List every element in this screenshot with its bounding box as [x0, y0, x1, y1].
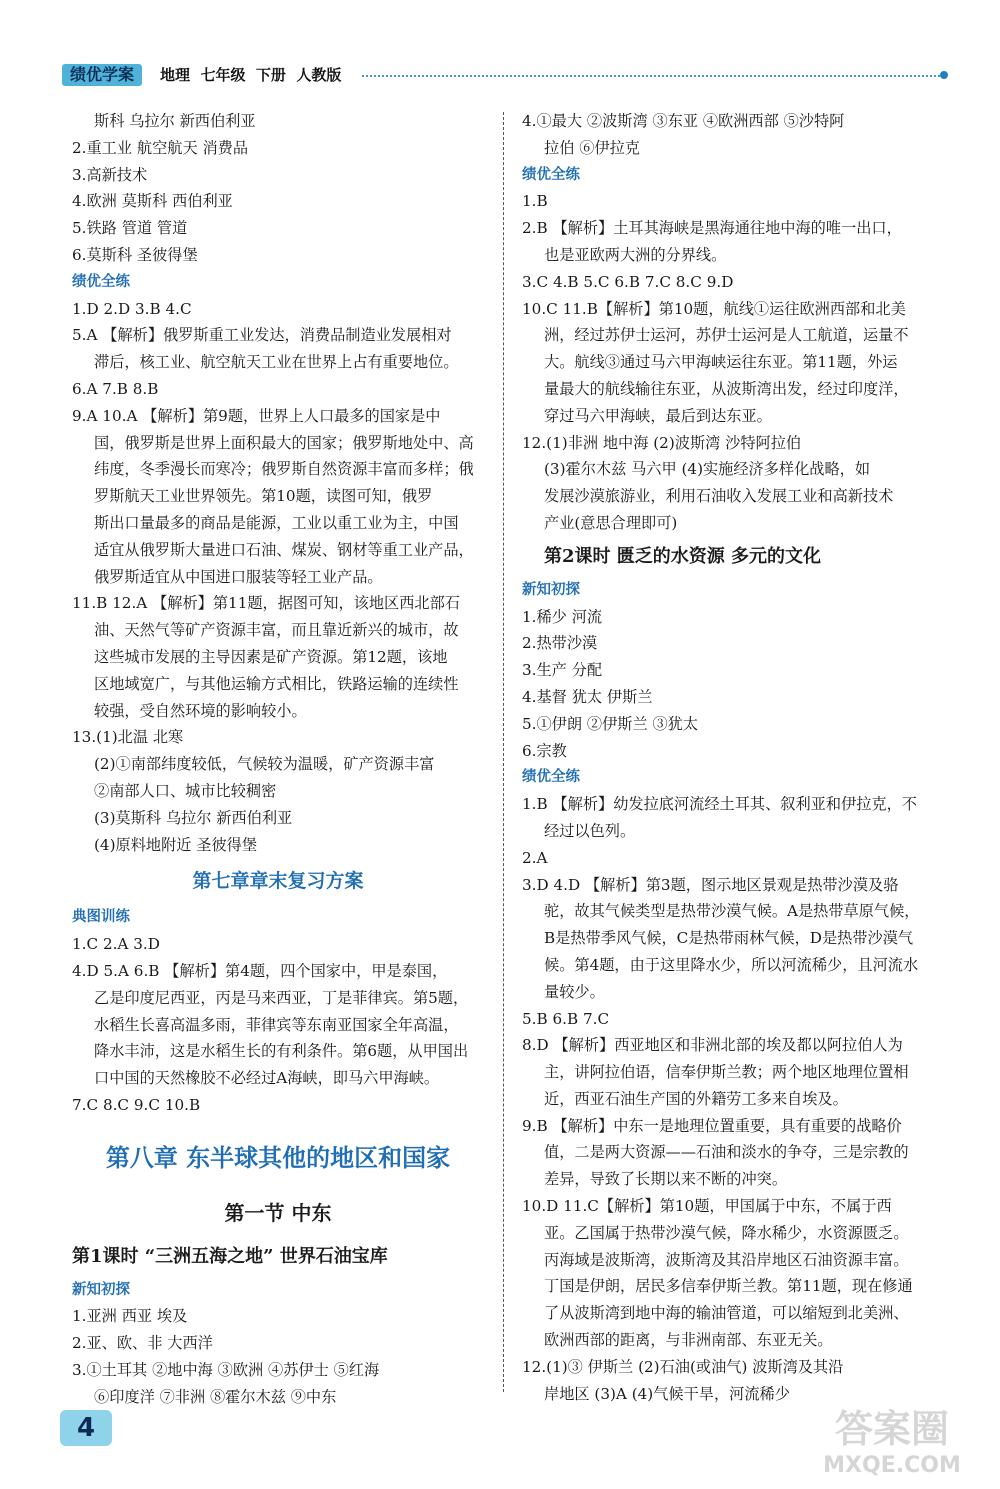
left-column	[72, 108, 484, 1411]
answer-line: 13.(1)北温 北寒	[72, 728, 184, 747]
answer-line: 值，二是两大资源——石油和淡水的争夺，三是宗教的	[544, 1143, 909, 1162]
answer-line: 产业(意思合理即可)	[544, 513, 678, 532]
answer-line: 也是亚欧两大洲的分界线。	[544, 245, 727, 264]
answer-line: 纬度，冬季漫长而寒冷；俄罗斯自然资源丰富而多样；俄	[94, 460, 474, 479]
answer-line: 近，西亚石油生产国的外籍劳工多来自埃及。	[544, 1089, 848, 1108]
answer-line: 2.A	[522, 848, 548, 867]
answer-line: 2.热带沙漠	[522, 634, 598, 653]
answer-line: 罗斯航天工业世界领先。第10题，读图可知，俄罗	[94, 487, 433, 506]
answer-line: 俄罗斯适宜从中国进口服装等轻工业产品。	[94, 567, 383, 586]
answer-line: 亚。乙国属于热带沙漠气候，降水稀少，水资源匮乏。	[544, 1223, 909, 1242]
answer-line: 这些城市发展的主导因素是矿产资源。第12题，该地	[94, 647, 448, 666]
chapter-heading: 第八章 东半球其他的地区和国家	[105, 1143, 451, 1172]
answer-line: 滞后，核工业、航空航天工业在世界上占有重要地位。	[94, 353, 459, 372]
answer-line: 量较少。	[544, 982, 605, 1001]
answer-line: 4.D 5.A 6.B 【解析】第4题，四个国家中，甲是泰国，	[72, 961, 448, 980]
page-number: 4	[60, 1410, 112, 1446]
answer-line: 较强，受自然环境的影响较小。	[94, 701, 307, 720]
answer-line: 12.(1)非洲 地中海 (2)波斯湾 沙特阿拉伯	[522, 433, 802, 452]
answer-line: B是热带季风气候，C是热带雨林气候，D是热带沙漠气	[544, 929, 914, 948]
answer-line: 8.D 【解析】西亚地区和非洲北部的埃及都以阿拉伯人为	[522, 1036, 903, 1055]
section-label: 典图训练	[72, 909, 130, 926]
answer-line: 3.D 4.D 【解析】第3题，图示地区景观是热带沙漠及骆	[522, 875, 899, 894]
answer-line: 7.C 8.C 9.C 10.B	[72, 1095, 201, 1114]
answer-line: 3.①土耳其 ②地中海 ③欧洲 ④苏伊士 ⑤红海	[72, 1361, 380, 1380]
answer-line: 6.宗教	[522, 741, 567, 760]
answer-line: 6.A 7.B 8.B	[72, 379, 159, 398]
answer-line: 乙是印度尼西亚，丙是马来西亚，丁是菲律宾。第5题，	[94, 988, 469, 1007]
answer-line: 斯出口量最多的商品是能源，工业以重工业为主，中国	[94, 513, 459, 532]
answer-line: 6.莫斯科 圣彼得堡	[72, 245, 198, 264]
watermark-graphic	[812, 1400, 972, 1480]
answer-line: 3.高新技术	[72, 165, 148, 184]
answer-line: 区地域宽广，与其他运输方式相比，铁路运输的连续性	[94, 674, 459, 693]
answer-line: 驼，故其气候类型是热带沙漠气候。A是热带草原气候，	[544, 902, 920, 921]
answer-line: 大。航线③通过马六甲海峡运往东亚。第11题，外运	[544, 353, 898, 372]
answer-line: ⑥印度洋 ⑦非洲 ⑧霍尔木兹 ⑨中东	[94, 1387, 337, 1406]
answer-line: 适宜从俄罗斯大量进口石油、煤炭、钢材等重工业产品，	[94, 540, 474, 559]
page-header	[62, 62, 952, 90]
column-divider	[503, 112, 504, 1392]
answer-line: 斯科 乌拉尔 新西伯利亚	[94, 112, 256, 130]
answer-line: 洲，经过苏伊士运河，苏伊士运河是人工航道，运量不	[544, 326, 909, 345]
answer-line: 量最大的航线输往东亚，从波斯湾出发，经过印度洋，	[544, 379, 909, 398]
answer-line: 油、天然气等矿产资源丰富，而且靠近新兴的城市，故	[94, 621, 459, 640]
answer-line: 3.生产 分配	[522, 661, 603, 680]
header-dot	[940, 71, 948, 79]
answer-line: 1.C 2.A 3.D	[72, 935, 160, 954]
answer-line: 4.①最大 ②波斯湾 ③东亚 ④欧洲西部 ⑤沙特阿	[522, 112, 845, 130]
answer-line: 2.亚、欧、非 大西洋	[72, 1334, 213, 1353]
answer-line: 5.铁路 管道 管道	[72, 219, 188, 238]
answer-line: 国，俄罗斯是世界上面积最大的国家；俄罗斯地处中、高	[94, 433, 474, 452]
answer-line: 10.D 11.C【解析】第10题，甲国属于中东，不属于西	[522, 1197, 892, 1216]
answer-line: 4.欧洲 莫斯科 西伯利亚	[72, 192, 233, 211]
watermark	[812, 1400, 972, 1480]
answer-line: 丁国是伊朗，居民多信奉伊斯兰教。第11题，现在修通	[544, 1277, 913, 1296]
answer-line: 5.B 6.B 7.C	[522, 1009, 610, 1028]
header-info: 地理 七年级 下册 人教版	[160, 66, 342, 84]
section-label: 绩优全练	[522, 166, 580, 183]
answer-line: 5.A 【解析】俄罗斯重工业发达，消费品制造业发展相对	[72, 326, 452, 345]
answer-line: 拉伯 ⑥伊拉克	[544, 138, 640, 157]
answer-line: 欧洲西部的距离，与非洲南部、东亚无关。	[544, 1331, 833, 1350]
answer-line: 发展沙漠旅游业，利用石油收入发展工业和高新技术	[544, 487, 894, 506]
answer-line: (4)原料地附近 圣彼得堡	[94, 835, 258, 854]
answer-line: 9.A 10.A 【解析】第9题，世界上人口最多的国家是中	[72, 406, 441, 425]
answer-line: 10.C 11.B【解析】第10题，航线①运往欧洲西部和北美	[522, 299, 906, 318]
section-label: 新知初探	[72, 1281, 130, 1298]
section-label: 绩优全练	[522, 769, 580, 786]
answer-line: 候。第4题，由于这里降水少，所以河流稀少，且河流水	[544, 955, 919, 974]
answer-line: 1.稀少 河流	[522, 607, 603, 626]
answer-line: (3)莫斯科 乌拉尔 新西伯利亚	[94, 808, 293, 827]
lesson-heading: 第1课时 “三洲五海之地” 世界石油宝库	[72, 1245, 388, 1267]
answer-line: 1.D 2.D 3.B 4.C	[72, 299, 192, 318]
answer-line: 1.亚洲 西亚 埃及	[72, 1307, 188, 1326]
answer-line: 11.B 12.A 【解析】第11题，据图可知，该地区西北部石	[72, 594, 460, 613]
lesson-heading: 第2课时 匮乏的水资源 多元的文化	[544, 545, 822, 567]
section-heading: 第一节 中东	[224, 1200, 332, 1225]
section-label: 新知初探	[522, 581, 580, 598]
header-dotted-rule	[362, 75, 940, 77]
answer-line: 12.(1)③ 伊斯兰 (2)石油(或油气) 波斯湾及其沿	[522, 1357, 844, 1376]
answer-line: 水稻生长喜高温多雨，菲律宾等东南亚国家全年高温，	[94, 1015, 459, 1034]
answer-line: 经过以色列。	[544, 821, 636, 840]
answer-line: 5.①伊朗 ②伊斯兰 ③犹太	[522, 714, 699, 733]
answer-line: 1.B 【解析】幼发拉底河流经土耳其、叙利亚和伊拉克，不	[522, 795, 917, 814]
answer-line: 差异，导致了长期以来不断的冲突。	[544, 1170, 787, 1189]
answer-line: ②南部人口、城市比较稠密	[94, 781, 277, 800]
section-label: 绩优全练	[72, 273, 130, 290]
chapter-review-heading: 第七章章末复习方案	[192, 870, 364, 893]
answer-line: 3.C 4.B 5.C 6.B 7.C 8.C 9.D	[522, 272, 734, 291]
answer-line: 穿过马六甲海峡，最后到达东亚。	[544, 406, 772, 425]
answer-line: 1.B	[522, 192, 548, 211]
answer-line: 2.B 【解析】土耳其海峡是黑海通往地中海的唯一出口，	[522, 219, 902, 238]
right-column	[522, 108, 944, 1407]
answer-line: 岸地区 (3)A (4)气候干旱，河流稀少	[544, 1384, 790, 1403]
answer-line: 主，讲阿拉伯语，信奉伊斯兰教；两个地区地理位置相	[544, 1063, 909, 1082]
watermark-title: 答案圈	[834, 1407, 950, 1451]
answer-line: 了从波斯湾到地中海的输油管道，可以缩短到北美洲、	[544, 1304, 909, 1323]
answer-line: 丙海域是波斯湾，波斯湾及其沿岸地区石油资源丰富。	[544, 1250, 909, 1269]
answer-line: 4.基督 犹太 伊斯兰	[522, 687, 653, 706]
answer-line: (2)①南部纬度较低，气候较为温暖，矿产资源丰富	[94, 755, 435, 774]
answer-line: 口中国的天然橡胶不必经过A海峡，即马六甲海峡。	[94, 1069, 440, 1088]
watermark-url: MXQE.COM	[823, 1453, 961, 1478]
answer-line: 9.B 【解析】中东一是地理位置重要，具有重要的战略价	[522, 1116, 902, 1135]
answer-line: (3)霍尔木兹 马六甲 (4)实施经济多样化战略，如	[544, 460, 871, 479]
brand-badge: 绩优学案	[62, 64, 142, 86]
answer-line: 降水丰沛，这是水稻生长的有利条件。第6题，从甲国出	[94, 1042, 469, 1061]
answer-line: 2.重工业 航空航天 消费品	[72, 138, 249, 157]
